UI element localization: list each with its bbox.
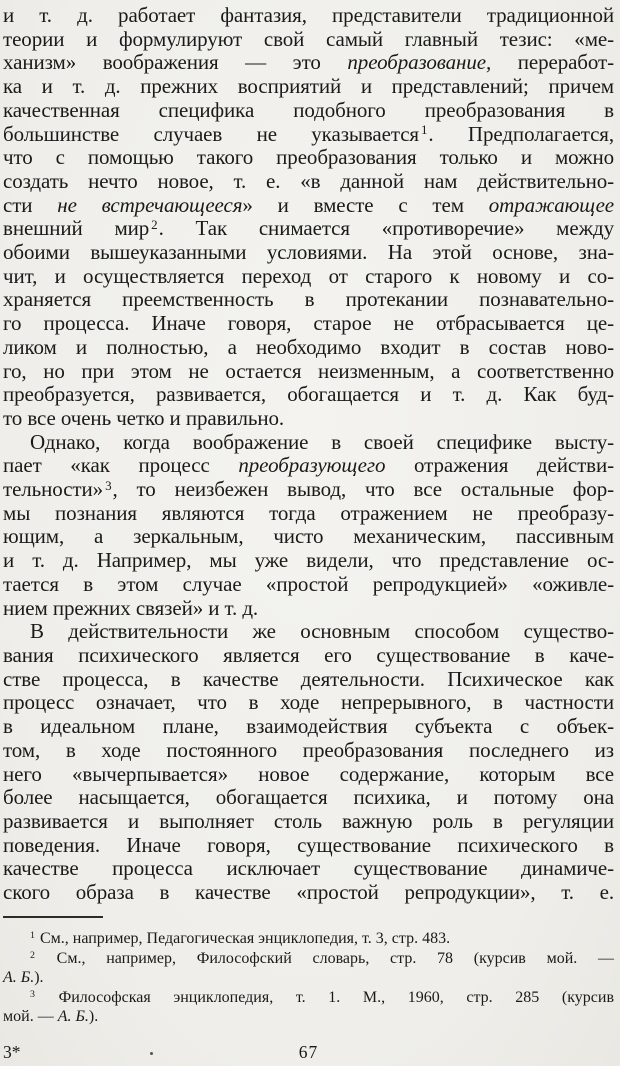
footnote-marker: 1 <box>30 930 35 942</box>
paragraph-1 <box>3 4 614 431</box>
text-line: чит, и осуществляется переход от старого к новому и со- <box>3 263 614 288</box>
text-line: что с помощью такого преобразования только и можно <box>3 145 614 170</box>
text-line: $^2$ См., например, Философский словарь, стр. 78 (курсив мой. — <box>30 949 614 967</box>
text-line: мой. — А. Б.). <box>3 1008 99 1026</box>
paragraph-2 <box>3 431 614 621</box>
text-line: создать нечто новое, т. е. «в данной нам действительно- <box>3 168 614 193</box>
footnote-marker: 3 <box>30 988 35 1000</box>
text-line: вания психического является его существование в каче- <box>3 642 614 667</box>
text-line: в идеальном плане, взаимодействия субъекта с объек- <box>3 714 614 739</box>
text-line: внешний мир $^2$. Так снимается «противоречие» между <box>3 216 614 241</box>
page-footer <box>3 1042 614 1064</box>
text-line: $^1$ См., например, Педагогическая энциклопедия, т. 3, стр. 483. <box>30 930 451 947</box>
footnote-marker: 2 <box>151 216 158 232</box>
text-line: пает «как процесс преобразующего отражения действи- <box>3 453 614 478</box>
text-line: том, в ходе постоянного преобразования последнего из <box>3 737 614 762</box>
footnote-marker: 3 <box>105 477 112 493</box>
text-line: храняется преемственность в протекании познавательно- <box>3 287 614 312</box>
text-line: преобразуется, развивается, обогащается и т. д. Как буд- <box>3 382 614 407</box>
text-line: мы познания являются тогда отражением не преобразу- <box>3 500 614 525</box>
text-line: ющим, а зеркальным, чисто механическим, пассивным <box>3 524 614 549</box>
text-line: качестве процесса исключает существование динамиче- <box>3 856 614 881</box>
signature-mark: 3* <box>3 1042 21 1062</box>
text-line: него «вычерпывается» новое содержание, которым все <box>3 761 614 786</box>
text-line: ского образа в качестве «простой репродукции», т. е. <box>3 880 614 905</box>
paragraph-3 <box>3 620 614 904</box>
text-line: В действительности же основным способом существо- <box>30 619 614 644</box>
text-line: $^3$ Философская энциклопедия, т. 1. М., 1960, стр. 285 (курсив <box>30 988 614 1006</box>
footnote-marker: 2 <box>30 949 35 961</box>
text-line: и т. д. Например, мы уже видели, что представление ос- <box>3 548 614 573</box>
text-line: го процесса. Иначе говоря, старое не отбрасывается це- <box>3 311 614 336</box>
text-line: ханизм» воображения — это преобразование, переработ- <box>3 50 614 75</box>
text-line: Однако, когда воображение в своей специфике высту- <box>30 429 614 454</box>
body-text <box>3 4 614 905</box>
footnote-marker: 1 <box>421 122 428 138</box>
text-line: А. Б.). <box>3 969 44 987</box>
text-line: и т. д. работает фантазия, представители традиционной <box>3 3 614 27</box>
text-line: тается в этом случае «простой репродукцией» «оживле- <box>3 571 614 596</box>
text-line: ликом и полностью, а необходимо входит в состав ново- <box>3 334 614 359</box>
footnote-1 <box>3 929 614 949</box>
text-line: более насыщается, обогащается психика, и потому она <box>3 785 614 810</box>
text-line: обоими вышеуказанными условиями. На этой основе, зна- <box>3 240 614 265</box>
text-line: большинстве случаев не указывается $^1$. Предполагается, <box>3 121 615 146</box>
text-line: теории и формулируют свой самый главный тезис: «ме- <box>3 26 614 51</box>
footnotes <box>3 929 614 1027</box>
footnote-2 <box>3 949 614 988</box>
text-line: поведения. Иначе говоря, существование психического в <box>3 832 614 857</box>
text-line: сти не встречающееся» и вместе с тем отражающее <box>3 192 615 217</box>
text-line: качественная специфика подобного преобразования в <box>3 97 614 122</box>
page-number: 67 <box>298 1042 319 1062</box>
footnote-3 <box>3 988 614 1027</box>
text-line: стве процесса, в качестве деятельности. Психическое как <box>3 666 614 691</box>
text-line: развивается и выполняет столь важную роль в регуляции <box>3 808 614 833</box>
text-line: го, но при этом не остается неизменным, а соответственно <box>3 358 614 383</box>
text-line: процесс означает, что в ходе непрерывного, в частности <box>3 690 614 715</box>
footnote-separator <box>3 916 103 918</box>
text-line: нием прежних связей» и т. д. <box>3 595 259 620</box>
text-line: то все очень четко и правильно. <box>3 405 285 430</box>
text-line: тельности» $^3$, то неизбежен вывод, что все остальные фор- <box>3 477 614 502</box>
text-line: ка и т. д. прежних восприятий и представлений; причем <box>3 74 614 99</box>
